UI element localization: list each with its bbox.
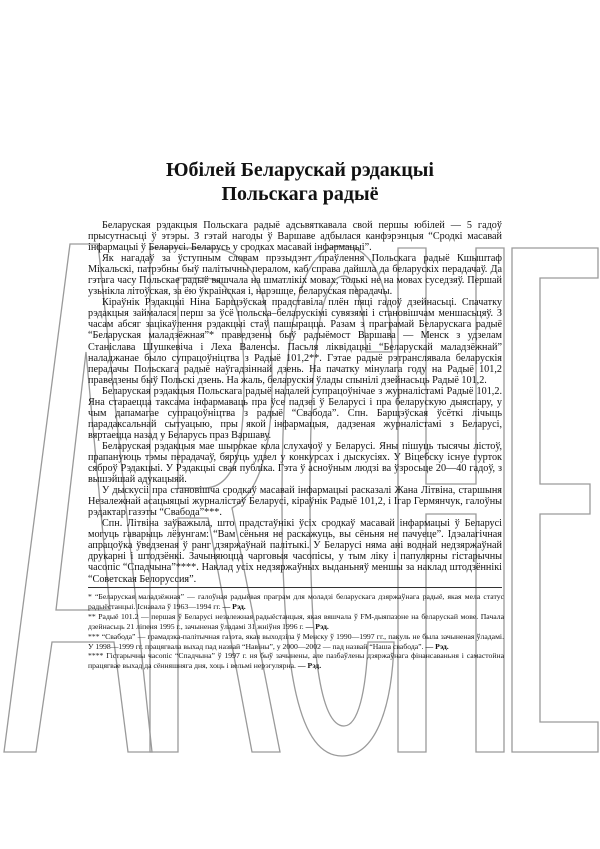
paragraph: Як нагадаў за ўступным словам прэзыдэнт праўлення Польскага радыё Кшыштаф Міхальскі, патрэбны быў палітычны пералом, каб справа дайшла да беларускіх перадачаў. Да гэтага часу Польскае радыё вяшчала на шматлікіх мовах, толькі не на мовах суседзяў. Першай узьнікла літоўская, за ёю ўкраінская і, нарэшце, беларуская перадачы. xyxy=(88,253,502,298)
paragraph: У дыскусіі пра становішча сродкаў масавай інфармацыі расказалі Жана Літвіна, старшыня Незалежнай асацыяцыі журналістаў Беларусі, кіраўнік Радыё 101,2, і Ігар Гермянчук, галоўны рэдактар газэты “Свабода”***. xyxy=(88,485,502,519)
paragraph: Спн. Літвіна заўважыла, што прадстаўнікі ўсіх сродкаў масавай інфармацыі ў Беларусі могуць гаварыць лёзунгам: “Вам сёньня не раскажуць, вы сёньня не пачуеце”. Ідэалагічная апрацоўка ўведзеная ў ранг дзяржаўнай палітыкі. У Беларусі няма ані воднай недзяржаўнай друкарні і штодзёнкі. Зачыняюцца чарговыя часопісы, у тым ліку і папулярны гістарычны часопіс “Спадчына”****. Наклад усіх недзяржаўных выданьняў меншы за наклад штодзённікі “Советская Белоруссия”. xyxy=(88,518,502,585)
article-body xyxy=(88,220,502,585)
title-line-1: Юбілей Беларускай рэдакцыі xyxy=(166,159,434,181)
footnote xyxy=(88,592,504,612)
paragraph: Кіраўнік Рэдакцыі Ніна Барщэўская прадставіла плён пяці гадоў дзейнасьці. Спачатку рэдакцыя займалася перш за ўсё польска–беларускімі сувязямі і становішчам меншасьцяў. З часам абсяг зацікаўлення рэдакцыі стаў пашырацца. Разам з праграмай Беларускага радыё “Беларуская маладзёжная”* праведзены быў радыёмост Варшава — Менск з удзелам Станіслава Шушкевіча і Леха Валенсы. Пасьля ліквідацыі “Беларускай маладзёжнай” наладжанае было супрацоўніцтва з Радыё 101,2**. Гэтае радыё рэтранслявала беларускія перадачы Польскага радыё наўгадзіннай дзень. На пачатку мінулага году на Радыё 101,2 праведзены быў Польскі дзень. На жаль, беларускія ўлады спынілі дзейнасьць Радыё 101,2. xyxy=(88,297,502,386)
footnotes xyxy=(88,592,504,671)
footnote-text: * “Беларуская маладзёжная” — галоўная радыёвая праграм для моладзі беларускага дзяржаўнага радыё, якая мела статус радыёстанцыі. Існавала ў 1963—1994 гг. xyxy=(88,592,504,611)
footnote xyxy=(88,632,504,652)
footnote-text: **** Гістарычны часопіс “Спадчына” ў 1997 г. ня быў зачынены, але пазбаўлены дзяржаўнага фінансаваньня і самастойна працягвае выхад да сённяшняга дня, хоць і вельмі нерэгулярна. xyxy=(88,651,504,671)
footnote-signature: — Рэд. xyxy=(297,661,322,671)
footnote-text: *** “Свабода” — грамадзка-палітычная газэта, якая выходзіла ў Менску ў 1990—1997 гг., пакуль не была зачыненая ўладамі. У 1998—1999 гг. працягвала выхад пад назвай “Навіны”, у 2000—2002 — пад назвай “Наша свабода”. xyxy=(88,631,504,651)
footnote-divider xyxy=(88,587,502,588)
footnote-signature: — Рэд. xyxy=(222,601,246,611)
footnote-signature: — Рэд. xyxy=(425,641,449,651)
title-line-2: Польскага радыё xyxy=(221,183,379,205)
paragraph: Беларуская рэдакцыя Польскага радыё адсьвяткавала свой першы юбілей — 5 гадоў прысутнасьці ў этэры. З гэтай нагоды ў Варшаве адбылася канфэрэнцыя “Сродкі масавай інфармацыі ў Беларусі. Беларусь у сродках масавай інфармацыі”. xyxy=(88,220,502,254)
paragraph: Беларуская рэдакцыя Польскага радыё надалей супрацоўнічае з журналістамі Радыё 101,2. Яна стараецца таксама інфармаваць пра ўсе падзеі ў Беларусі і пра беларускую дыяспару, у чым дапамагае супрацоўніцтва з радыё “Свабода”. Спн. Барщэўская ўсёткі лічыць парадаксальнай сытуацыю, пры якой інфармацыя, дадзеная журналістамі з Беларусі, вяртаецца назад у Беларусь праз Варшаву. xyxy=(88,385,502,441)
footnote xyxy=(88,651,504,671)
article-title xyxy=(90,158,510,206)
footnote xyxy=(88,612,504,632)
paragraph: Беларуская рэдакцыя мае шырокае кола слухачоў у Беларусі. Яны пішуць тысячы лістоў, прапануюць тэмы перадачаў, бяруць удзел у конкурсах і дыскусіях. У Віцебску існуе гурток сяброў Рэдакцыі. У Рэдакцыі свая публіка. Гэта ў асноўным людзі ва ўзросьце 20—40 гадоў, з вышэйшай адукацыяй. xyxy=(88,440,502,486)
footnote-text: ** Радыё 101.2 — першая ў Беларусі незалежная радыёстанцыя, якая вяшчала ў FM-дыяпазоне на беларускай мове. Пачала дзейнасьць 21 ліпеня 1995 г., зачыненая ўладамі 31 жніўня 1996 г. xyxy=(88,611,504,631)
footnote-signature: — Рэд. xyxy=(305,621,329,631)
